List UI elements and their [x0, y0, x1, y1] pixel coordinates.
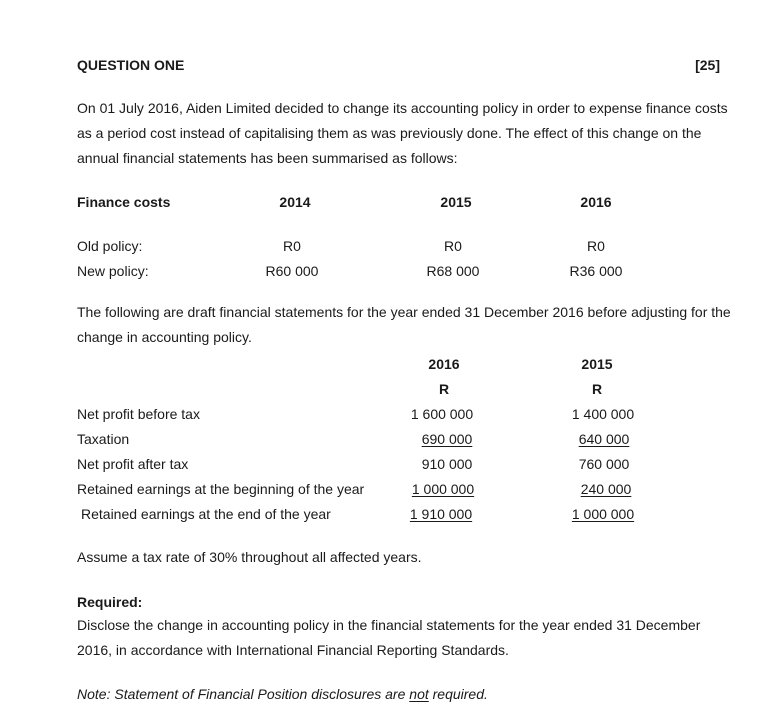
- intro-paragraph: On 01 July 2016, Aiden Limited decided to change its accounting policy in order to expense finance costs as a period cost instead of capitalising them as was previously done. The effect of this change on the annual financial statements has been summarised as follows:: [77, 100, 728, 166]
- new-policy-2014: R60 000: [265, 263, 319, 279]
- draft-row-value-2015: 240 000: [580, 481, 632, 497]
- draft-unit-2016: R: [438, 381, 450, 397]
- draft-row-value-2016: 1 600 000: [410, 406, 474, 422]
- required-text: Disclose the change in accounting policy in the financial statements for the year ended 31 December 2016, in accordance with International Financial Reporting Standards.: [77, 617, 701, 658]
- draft-row-value-2016: 910 000: [421, 456, 473, 472]
- note-emphasis: not: [409, 686, 429, 702]
- draft-row-label: Taxation: [77, 431, 130, 447]
- tax-rate-note: Assume a tax rate of 30% throughout all affected years.: [77, 549, 422, 565]
- note-prefix: Note: Statement of Financial Position disclosures are: [77, 686, 410, 702]
- old-policy-label: Old policy:: [77, 238, 143, 254]
- draft-row-value-2015: 1 000 000: [571, 506, 635, 522]
- question-marks: [25]: [695, 57, 720, 73]
- draft-year-2016: 2016: [428, 356, 460, 372]
- draft-row-value-2015: 760 000: [578, 456, 630, 472]
- finance-year-2015: 2015: [440, 194, 472, 210]
- draft-row-value-2015: 640 000: [578, 431, 630, 447]
- draft-row-value-2015: 1 400 000: [571, 406, 635, 422]
- draft-row-label: Retained earnings at the end of the year: [81, 506, 331, 522]
- draft-row-label: Net profit after tax: [77, 456, 189, 472]
- old-policy-2014: R0: [283, 238, 301, 254]
- draft-row-value-2016: 1 910 000: [409, 506, 473, 522]
- old-policy-2015: R0: [444, 238, 462, 254]
- draft-row-label: Retained earnings at the beginning of the year: [77, 481, 365, 497]
- draft-row-label: Net profit before tax: [77, 406, 200, 422]
- note-suffix: required.: [428, 686, 488, 702]
- question-title: QUESTION ONE: [77, 57, 185, 73]
- required-heading: Required:: [77, 594, 143, 610]
- draft-row-value-2016: 1 000 000: [411, 481, 475, 497]
- finance-year-2016: 2016: [580, 194, 612, 210]
- draft-row-value-2016: 690 000: [421, 431, 473, 447]
- finance-year-2014: 2014: [279, 194, 311, 210]
- draft-year-2015: 2015: [581, 356, 613, 372]
- draft-intro-paragraph: The following are draft financial statements for the year ended 31 December 2016 before adjusting for the change in accounting policy.: [77, 304, 731, 345]
- new-policy-label: New policy:: [77, 263, 149, 279]
- new-policy-2016: R36 000: [569, 263, 623, 279]
- new-policy-2015: R68 000: [426, 263, 480, 279]
- finance-costs-heading: Finance costs: [77, 194, 171, 210]
- final-note: [77, 685, 488, 703]
- old-policy-2016: R0: [587, 238, 605, 254]
- draft-unit-2015: R: [591, 381, 603, 397]
